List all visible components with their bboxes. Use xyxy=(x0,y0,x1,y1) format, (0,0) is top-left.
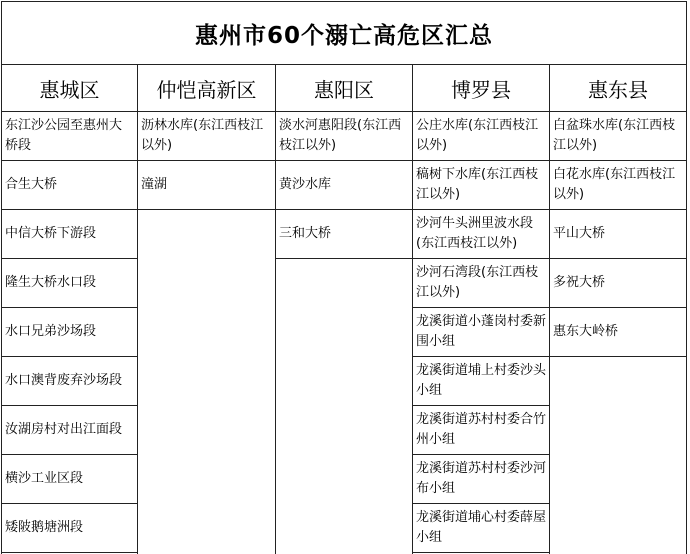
table-cell: 沥林水库(东江西枝江以外) xyxy=(137,112,276,161)
table-cell: 龙溪街道苏村村委沙河布小组 xyxy=(412,455,550,504)
column-header-boluo: 博罗县 xyxy=(412,65,550,112)
table-cell: 惠东大岭桥 xyxy=(549,308,687,357)
table-cell: 龙溪街道小蓬岗村委新围小组 xyxy=(412,308,550,357)
table-cell: 龙溪街道埔上村委沙头小组 xyxy=(412,357,550,406)
page-title: 惠州市60个溺亡高危区汇总 xyxy=(1,1,687,65)
column-huicheng xyxy=(1,65,138,554)
table-cell: 白盆珠水库(东江西枝江以外) xyxy=(549,112,687,161)
column-divider xyxy=(1,65,2,554)
table-cell: 龙溪街道苏村村委合竹州小组 xyxy=(412,406,550,455)
column-boluo xyxy=(412,65,550,554)
table-cell: 淡水河惠阳段(东江西枝江以外) xyxy=(275,112,413,161)
table-cell: 白花水库(东江西枝江以外) xyxy=(549,161,687,210)
table-cell: 水口澳背废弃沙场段 xyxy=(1,357,138,406)
column-divider xyxy=(549,65,550,554)
column-huiyang xyxy=(275,65,413,554)
column-divider xyxy=(275,65,276,554)
column-header-huidong: 惠东县 xyxy=(549,65,687,112)
column-zhongkai xyxy=(137,65,276,554)
table-cell: 中信大桥下游段 xyxy=(1,210,138,259)
table-cell: 汝湖房村对出江面段 xyxy=(1,406,138,455)
table-cell: 沙河石湾段(东江西枝江以外) xyxy=(412,259,550,308)
table-cell: 公庄水库(东江西枝江以外) xyxy=(412,112,550,161)
table-cell: 三和大桥 xyxy=(275,210,413,259)
table-cell: 黄沙水库 xyxy=(275,161,413,210)
table-cell: 平山大桥 xyxy=(549,210,687,259)
table-cell: 龙溪街道埔心村委薛屋小组 xyxy=(412,504,550,553)
column-header-huiyang: 惠阳区 xyxy=(275,65,413,112)
table-cell: 水口兄弟沙场段 xyxy=(1,308,138,357)
table-cell: 合生大桥 xyxy=(1,161,138,210)
table-cell: 潼湖 xyxy=(137,161,276,210)
column-divider xyxy=(137,65,138,554)
column-huidong xyxy=(549,65,687,554)
table-cell: 东江沙公园至惠州大桥段 xyxy=(1,112,138,161)
table-cell: 多祝大桥 xyxy=(549,259,687,308)
table-cell: 横沙工业区段 xyxy=(1,455,138,504)
table-cell: 矮陂鹅塘洲段 xyxy=(1,504,138,553)
table-cell: 稿树下水库(东江西枝江以外) xyxy=(412,161,550,210)
column-divider xyxy=(686,65,687,554)
table-cell: 沙河牛头洲里波水段(东江西枝江以外) xyxy=(412,210,550,259)
column-divider xyxy=(412,65,413,554)
column-header-huicheng: 惠城区 xyxy=(1,65,138,112)
table-cell: 隆生大桥水口段 xyxy=(1,259,138,308)
column-header-zhongkai: 仲恺高新区 xyxy=(137,65,276,112)
